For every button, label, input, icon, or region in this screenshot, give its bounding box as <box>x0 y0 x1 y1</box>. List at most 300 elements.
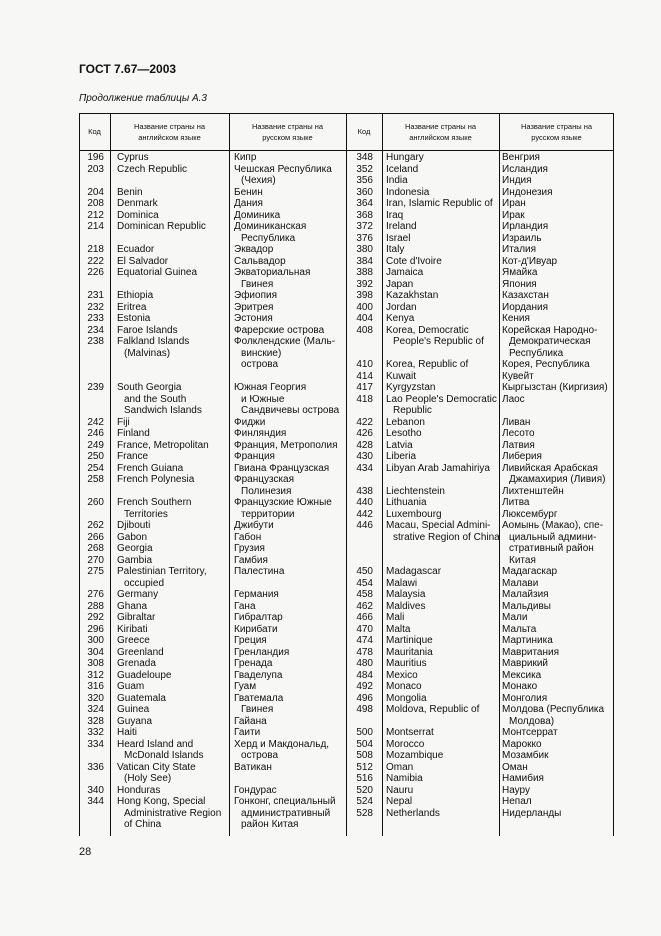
left-russian-cell: Гвинея <box>241 704 274 715</box>
right-english-cell: Morocco <box>386 738 425 750</box>
left-code-cell: 320 <box>87 692 104 704</box>
right-russian-cell: Кот-д'Ивуар <box>502 255 558 267</box>
left-russian-cell: территории <box>241 508 295 520</box>
left-russian-cell: винские) <box>241 347 282 359</box>
right-english-cell: Hungary <box>386 152 424 163</box>
right-code-cell <box>346 474 373 486</box>
right-russian-column <box>502 152 614 819</box>
left-code-cell: 249 <box>87 439 104 451</box>
left-russian-cell: Гибралтар <box>234 612 283 623</box>
right-code-cell: 524 <box>356 796 373 807</box>
left-russian-cell: Дания <box>234 198 263 209</box>
left-russian-cell: Эквадор <box>234 244 274 255</box>
left-english-column <box>117 152 229 831</box>
right-english-cell: Mexico <box>386 669 418 681</box>
left-code-cell <box>79 509 104 521</box>
right-english-cell: Iceland <box>386 163 419 175</box>
right-russian-cell: Индия <box>502 175 532 186</box>
right-russian-cell: Мальта <box>502 623 537 635</box>
left-russian-cell: Гайана <box>234 715 267 727</box>
right-russian-cell: Исландия <box>502 163 548 175</box>
left-russian-cell: Гана <box>234 600 256 612</box>
left-russian-cell: Доминика <box>234 209 281 221</box>
right-code-cell: 422 <box>356 416 373 428</box>
left-code-cell: 300 <box>87 635 104 646</box>
left-english-cell: Hong Kong, Special <box>117 796 206 807</box>
right-russian-cell: Ирландия <box>502 221 549 232</box>
right-code-cell: 368 <box>356 209 373 221</box>
document-header: ГОСТ 7.67—2003 <box>79 62 177 76</box>
right-english-cell: Italy <box>386 244 405 255</box>
right-code-cell: 372 <box>356 221 373 232</box>
right-russian-cell: Мексика <box>502 669 542 681</box>
right-russian-cell: Ирак <box>502 209 525 221</box>
left-russian-cell: Сандвичевы острова <box>241 405 340 416</box>
left-english-cell: Haiti <box>117 727 138 738</box>
right-russian-cell: Аомынь (Макао), спе- <box>502 520 604 531</box>
left-russian-cell: Гваделупа <box>234 669 283 681</box>
right-russian-cell: Марокко <box>502 738 542 750</box>
right-code-cell <box>346 716 373 728</box>
right-code-cell: 466 <box>356 612 373 623</box>
right-english-cell: Indonesia <box>386 186 430 198</box>
right-code-cell: 450 <box>356 566 373 577</box>
left-code-cell: 334 <box>87 738 104 750</box>
right-english-cell: Macau, Special Admini- <box>386 520 491 531</box>
left-english-cell: Sandwich Islands <box>124 405 202 416</box>
right-russian-cell: Кыргызстан (Киргизия) <box>502 382 608 393</box>
right-code-cell <box>346 555 373 567</box>
right-russian-cell: Молдова) <box>509 715 555 727</box>
right-code-cell: 516 <box>356 773 373 784</box>
right-english-cell: Korea, Democratic <box>386 324 469 336</box>
left-code-cell <box>79 394 104 406</box>
left-english-cell: Fiji <box>117 416 130 428</box>
left-english-cell: Ecuador <box>117 244 155 255</box>
left-russian-cell: Республика <box>241 232 296 244</box>
left-english-cell: French Southern <box>117 497 192 508</box>
left-code-cell: 340 <box>87 784 104 796</box>
right-russian-cell: Кувейт <box>502 370 534 382</box>
right-code-cell: 392 <box>356 278 373 290</box>
right-code-cell: 446 <box>356 520 373 531</box>
right-code-cell: 520 <box>356 784 373 796</box>
right-english-cell: Jamaica <box>386 267 424 278</box>
left-code-column <box>79 152 104 831</box>
right-english-cell: Luxembourg <box>386 508 442 520</box>
left-code-cell: 260 <box>87 497 104 508</box>
right-english-cell: Moldova, Republic of <box>386 704 480 715</box>
right-english-cell: Lithuania <box>386 497 427 508</box>
left-code-cell: 308 <box>87 658 104 669</box>
right-russian-cell: Литва <box>502 497 530 508</box>
left-code-cell: 288 <box>87 600 104 612</box>
left-code-cell <box>79 405 104 417</box>
right-russian-cell: Мартиника <box>502 635 553 646</box>
right-code-cell: 400 <box>356 301 373 313</box>
left-code-cell: 324 <box>87 704 104 715</box>
right-english-cell: Israel <box>386 232 411 244</box>
right-code-cell: 484 <box>356 669 373 681</box>
left-russian-cell: Эритрея <box>234 301 274 313</box>
right-english-cell <box>386 474 499 486</box>
right-code-cell: 470 <box>356 623 373 635</box>
left-russian-cell: Бенин <box>234 186 263 198</box>
left-russian-cell: Габон <box>234 531 262 543</box>
left-code-cell: 204 <box>87 186 104 198</box>
right-code-cell: 438 <box>356 485 373 497</box>
left-english-cell: Denmark <box>117 198 158 209</box>
right-code-cell: 512 <box>356 761 373 773</box>
left-english-cell: Guatemala <box>117 692 166 704</box>
left-code-cell <box>79 773 104 785</box>
left-russian-cell: Кирибати <box>234 623 278 635</box>
left-russian-cell: Эфиопия <box>234 290 277 301</box>
left-code-cell: 266 <box>87 531 104 543</box>
left-russian-cell: Гонконг, специальный <box>234 796 336 807</box>
left-russian-cell: Чешская Республика <box>234 163 332 175</box>
left-russian-cell: административный <box>241 807 331 819</box>
right-english-cell: Kuwait <box>386 370 417 382</box>
left-russian-cell: (Чехия) <box>241 175 276 186</box>
left-code-cell: 262 <box>87 520 104 531</box>
left-english-cell: Ethiopia <box>117 290 154 301</box>
right-code-cell: 398 <box>356 290 373 301</box>
right-russian-cell: Иран <box>502 198 526 209</box>
left-code-cell <box>79 578 104 590</box>
right-english-cell: Kazakhstan <box>386 290 439 301</box>
left-english-cell: Ghana <box>117 600 148 612</box>
left-russian-cell <box>234 371 346 383</box>
right-code-column <box>346 152 373 819</box>
left-english-cell: Estonia <box>117 313 151 324</box>
left-code-cell: 332 <box>87 727 104 738</box>
right-russian-cell: Республика <box>509 347 564 359</box>
right-code-cell: 364 <box>356 198 373 209</box>
left-english-cell <box>117 359 229 371</box>
right-english-cell: Iran, Islamic Republic of <box>386 198 493 209</box>
left-russian-cell: Палестина <box>234 566 285 577</box>
left-english-cell: South Georgia <box>117 382 182 393</box>
left-english-cell: McDonald Islands <box>124 750 204 761</box>
left-code-cell: 268 <box>87 543 104 554</box>
left-english-cell: Administrative Region <box>124 807 222 819</box>
right-russian-cell: Малайзия <box>502 589 549 600</box>
right-russian-cell: Индонезия <box>502 186 553 198</box>
header-code-left: Код <box>88 127 101 136</box>
left-english-cell: Greece <box>117 635 150 646</box>
right-code-cell: 430 <box>356 451 373 462</box>
left-russian-cell: Грузия <box>234 543 265 554</box>
left-english-cell <box>117 279 229 291</box>
left-english-cell <box>117 371 229 383</box>
left-english-cell: Czech Republic <box>117 163 188 175</box>
right-code-cell: 352 <box>356 163 373 175</box>
right-russian-cell: Либерия <box>502 451 542 462</box>
left-russian-cell: Эстония <box>234 313 273 324</box>
right-english-cell: Mauritania <box>386 646 433 658</box>
left-english-cell: Falkland Islands <box>117 336 190 347</box>
left-english-cell: Djibouti <box>117 520 151 531</box>
right-russian-cell: Китая <box>509 554 536 566</box>
right-code-cell: 498 <box>356 704 373 715</box>
left-russian-cell: Доминиканская <box>234 221 307 232</box>
left-english-cell: Dominica <box>117 209 159 221</box>
left-russian-cell: Гуам <box>234 681 257 692</box>
left-code-cell: 275 <box>87 566 104 577</box>
left-english-cell <box>117 175 229 187</box>
right-russian-cell: Лаос <box>502 393 525 405</box>
right-english-cell: Kyrgyzstan <box>386 382 436 393</box>
right-russian-cell: циальный админи- <box>509 531 597 543</box>
left-english-cell <box>117 233 229 245</box>
right-english-cell <box>386 543 499 555</box>
right-code-cell <box>346 336 373 348</box>
left-english-cell: Guadeloupe <box>117 669 172 681</box>
right-english-cell: Ireland <box>386 221 417 232</box>
right-russian-cell: Лесото <box>502 428 535 439</box>
right-russian-cell: Джамахирия (Ливия) <box>509 474 606 485</box>
right-russian-cell: Мали <box>502 612 528 623</box>
right-russian-cell: Мадагаскар <box>502 566 558 577</box>
right-english-cell: Jordan <box>386 301 417 313</box>
right-russian-cell: Мавритания <box>502 646 560 658</box>
left-code-cell <box>79 175 104 187</box>
left-russian-cell: Франция <box>234 451 275 462</box>
left-english-cell: Eritrea <box>117 301 147 313</box>
left-code-cell <box>79 348 104 360</box>
column-divider <box>499 113 500 836</box>
left-english-cell: French Guiana <box>117 462 184 474</box>
left-code-cell: 270 <box>87 554 104 566</box>
right-english-cell: People's Republic of <box>393 336 484 347</box>
left-code-cell: 214 <box>87 221 104 232</box>
left-english-cell: Guinea <box>117 704 150 715</box>
right-russian-cell: Израиль <box>502 232 542 244</box>
left-code-cell: 226 <box>87 267 104 278</box>
left-russian-cell: и Южные <box>241 393 285 405</box>
left-russian-column <box>234 152 346 831</box>
right-russian-cell: Люксембург <box>502 508 558 520</box>
left-code-cell <box>79 486 104 498</box>
left-english-cell: Honduras <box>117 784 161 796</box>
left-english-cell: Grenada <box>117 658 156 669</box>
right-code-cell: 474 <box>356 635 373 646</box>
right-english-cell: Kenya <box>386 313 415 324</box>
right-english-cell: Nepal <box>386 796 413 807</box>
right-russian-cell: Иордания <box>502 301 549 313</box>
header-name-ru-left: Название страны на русском языке <box>251 121 324 142</box>
left-russian-cell: район Китая <box>241 819 299 830</box>
right-english-cell <box>386 555 499 567</box>
left-english-cell: Finland <box>117 428 150 439</box>
left-english-cell: Vatican City State <box>117 761 196 773</box>
left-code-cell: 292 <box>87 612 104 623</box>
right-code-cell: 356 <box>356 175 373 186</box>
right-english-cell: Cote d'Ivoire <box>386 255 442 267</box>
right-code-cell: 417 <box>356 382 373 393</box>
left-code-cell <box>79 233 104 245</box>
left-russian-cell: Гамбия <box>234 554 268 566</box>
left-russian-cell: Французские Южные <box>234 497 332 508</box>
right-english-cell: Japan <box>386 278 414 290</box>
left-russian-cell: Франция, Метрополия <box>234 439 338 451</box>
right-english-cell: Mongolia <box>386 692 427 704</box>
left-russian-cell: Фолклендские (Маль- <box>234 336 336 347</box>
right-code-cell: 404 <box>356 313 373 324</box>
right-code-cell <box>346 543 373 555</box>
left-russian-cell: Гренада <box>234 658 273 669</box>
right-russian-cell: Намибия <box>502 773 544 784</box>
left-code-cell: 239 <box>87 382 104 393</box>
right-russian-cell: Непал <box>502 796 532 807</box>
right-code-cell: 360 <box>356 186 373 198</box>
left-russian-cell: Финляндия <box>234 428 287 439</box>
left-english-cell: Kiribati <box>117 623 148 635</box>
right-english-cell: Libyan Arab Jamahiriya <box>386 462 490 474</box>
right-russian-cell: Науру <box>502 784 531 796</box>
left-russian-cell: Гватемала <box>234 692 284 704</box>
right-russian-cell: стративный район <box>509 543 594 554</box>
left-code-cell: 233 <box>87 313 104 324</box>
right-english-cell: Nauru <box>386 784 414 796</box>
right-english-cell: Iraq <box>386 209 404 221</box>
left-russian-cell: Южная Георгия <box>234 382 307 393</box>
right-code-cell <box>346 348 373 360</box>
left-code-cell: 296 <box>87 623 104 635</box>
left-english-cell: Georgia <box>117 543 153 554</box>
left-english-cell: France, Metropolitan <box>117 439 209 451</box>
right-english-cell: Madagascar <box>386 566 442 577</box>
right-code-cell: 462 <box>356 600 373 612</box>
right-code-cell: 380 <box>356 244 373 255</box>
left-russian-cell <box>234 578 346 590</box>
right-russian-cell <box>502 405 614 417</box>
column-divider <box>110 113 111 836</box>
header-name-en-right: Название страны на английском языке <box>404 121 477 142</box>
left-code-cell: 231 <box>87 290 104 301</box>
left-code-cell: 344 <box>87 796 104 807</box>
right-code-cell: 454 <box>356 577 373 589</box>
left-russian-cell <box>234 773 346 785</box>
right-russian-cell: Кения <box>502 313 530 324</box>
right-russian-cell: Малави <box>502 577 539 589</box>
left-english-cell: Heard Island and <box>117 738 194 750</box>
left-english-cell: Faroe Islands <box>117 324 178 336</box>
left-code-cell <box>79 750 104 762</box>
left-english-cell: Gibraltar <box>117 612 156 623</box>
left-russian-cell: Германия <box>234 589 279 600</box>
right-code-cell: 388 <box>356 267 373 278</box>
left-english-cell: (Holy See) <box>124 773 172 784</box>
right-english-cell: Lao People's Democratic <box>386 393 497 405</box>
right-english-cell: Lebanon <box>386 416 425 428</box>
left-russian-cell: Французская <box>234 474 295 485</box>
right-russian-cell: Оман <box>502 761 528 773</box>
right-russian-cell: Лихтенштейн <box>502 485 564 497</box>
left-russian-cell: острова <box>241 359 279 370</box>
right-english-cell: Oman <box>386 761 414 773</box>
left-code-cell: 218 <box>87 244 104 255</box>
column-divider <box>229 113 230 836</box>
right-english-cell: Maldives <box>386 600 426 612</box>
right-russian-cell: Монтсеррат <box>502 727 558 738</box>
left-code-cell: 328 <box>87 715 104 727</box>
left-english-cell: of China <box>124 819 162 830</box>
right-code-cell <box>346 405 373 417</box>
left-russian-cell: Ватикан <box>234 761 272 773</box>
left-code-cell: 222 <box>87 255 104 267</box>
right-english-cell: Namibia <box>386 773 423 784</box>
right-russian-cell: Монако <box>502 681 538 692</box>
right-english-cell: India <box>386 175 408 186</box>
header-name-en-left: Название страны на английском языке <box>133 121 206 142</box>
left-english-cell: Territories <box>124 508 168 520</box>
right-code-cell: 426 <box>356 428 373 439</box>
right-code-cell: 458 <box>356 589 373 600</box>
left-russian-cell: Гаити <box>234 727 261 738</box>
right-english-column <box>386 152 499 819</box>
left-russian-cell: острова <box>241 750 279 761</box>
left-english-cell: Guyana <box>117 715 153 727</box>
right-english-cell: Mali <box>386 612 405 623</box>
right-russian-cell: Япония <box>502 278 537 290</box>
right-english-cell: Netherlands <box>386 807 440 819</box>
right-english-cell <box>386 716 499 728</box>
left-russian-cell: Гондурас <box>234 784 277 796</box>
right-english-cell: Mauritius <box>386 658 427 669</box>
right-english-cell: Mozambique <box>386 750 444 761</box>
left-code-cell <box>79 371 104 383</box>
left-russian-cell: Джибути <box>234 520 274 531</box>
header-code-right: Код <box>357 127 371 136</box>
left-code-cell: 312 <box>87 669 104 681</box>
left-code-cell <box>79 819 104 831</box>
right-russian-cell: Мальдивы <box>502 600 551 612</box>
left-code-cell: 250 <box>87 451 104 462</box>
right-code-cell: 508 <box>356 750 373 761</box>
left-english-cell: Equatorial Guinea <box>117 267 198 278</box>
left-code-cell: 196 <box>87 152 104 163</box>
right-russian-cell: Ливийская Арабская <box>502 462 598 474</box>
right-english-cell: Latvia <box>386 439 413 451</box>
right-code-cell: 528 <box>356 807 373 819</box>
left-english-cell: Gabon <box>117 531 148 543</box>
left-code-cell: 336 <box>87 761 104 773</box>
left-english-cell: Benin <box>117 186 143 198</box>
left-code-cell: 276 <box>87 589 104 600</box>
right-english-cell: Liechtenstein <box>386 485 445 497</box>
right-english-cell: Martinique <box>386 635 433 646</box>
left-code-cell: 208 <box>87 198 104 209</box>
left-russian-cell: Греция <box>234 635 267 646</box>
right-code-cell: 500 <box>356 727 373 738</box>
right-english-cell <box>386 348 499 360</box>
left-english-cell: Cyprus <box>117 152 149 163</box>
left-russian-cell: Гвиана Французская <box>234 462 330 474</box>
left-code-cell: 212 <box>87 209 104 221</box>
right-russian-cell: Латвия <box>502 439 535 451</box>
left-english-cell: Germany <box>117 589 159 600</box>
right-russian-cell: Италия <box>502 244 537 255</box>
right-code-cell: 496 <box>356 692 373 704</box>
left-english-cell: France <box>117 451 149 462</box>
left-russian-cell: Гренландия <box>234 646 290 658</box>
right-russian-cell: Монголия <box>502 692 548 704</box>
left-russian-cell: Фарерские острова <box>234 324 325 336</box>
right-code-cell: 384 <box>356 255 373 267</box>
left-english-cell: Guam <box>117 681 145 692</box>
